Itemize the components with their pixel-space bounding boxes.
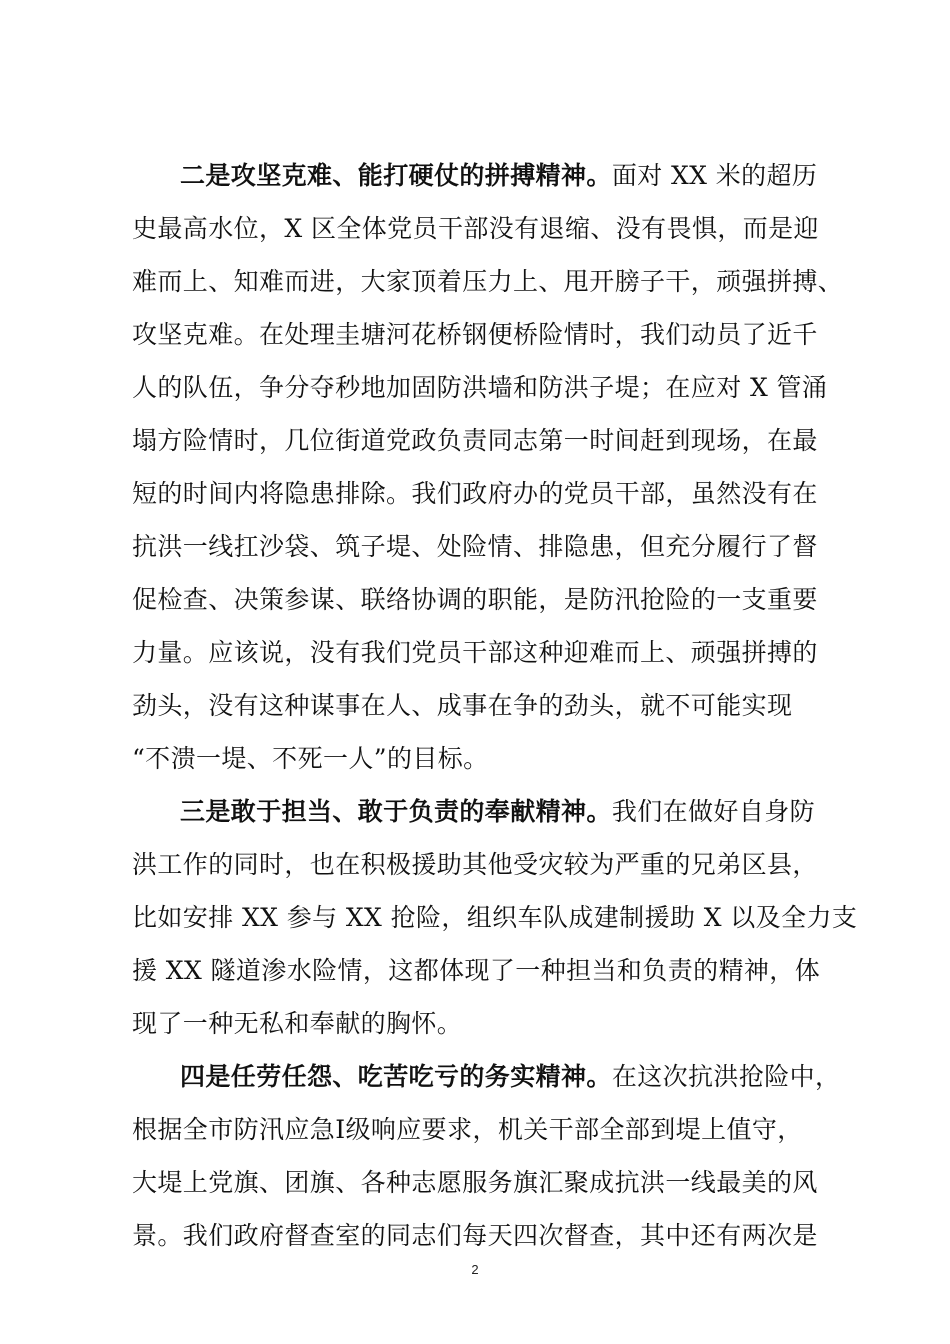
paragraph-1-line-4: 攻坚克难。在处理圭塘河花桥钢便桥险情时，我们动员了近千 (132, 320, 818, 349)
paragraph-3-text: 在这次抗洪抢险中， (611, 1062, 841, 1091)
paragraph-2-text: 我们在做好自身防 (611, 797, 816, 826)
paragraph-1-lead: 二是攻坚克难、能打硬仗的拼搏精神。 (180, 161, 612, 190)
paragraph-1-line-3: 难而上、知难而进，大家顶着压力上、甩开膀子干，顽强拼搏、 (132, 267, 844, 296)
paragraph-1-line-2: 史最高水位，X 区全体党员干部没有退缩、没有畏惧，而是迎 (132, 214, 819, 243)
paragraph-2-line-4: 援 XX 隧道渗水险情，这都体现了一种担当和负责的精神，体 (132, 956, 821, 985)
paragraph-2-line-3: 比如安排 XX 参与 XX 抢险，组织车队成建制援助 X 以及全力支 (132, 903, 858, 932)
paragraph-2-line-2: 洪工作的同时，也在积极援助其他受灾较为严重的兄弟区县， (132, 850, 818, 879)
page-number: 2 (471, 1262, 479, 1277)
paragraph-2-line-1 (180, 794, 832, 830)
paragraph-3-line-4: 景。我们政府督查室的同志们每天四次督查，其中还有两次是 (132, 1221, 818, 1250)
paragraph-1-line-11: 劲头，没有这种谋事在人、成事在争的劲头，就不可能实现 (132, 691, 793, 720)
paragraph-1-line-5: 人的队伍，争分夺秒地加固防洪墙和防洪子堤；在应对 X 管涌 (132, 373, 828, 402)
paragraph-1-line-6: 塌方险情时，几位街道党政负责同志第一时间赶到现场，在最 (132, 426, 818, 455)
paragraph-1-text: 面对 XX 米的超历 (611, 161, 818, 190)
paragraph-1-line-1 (180, 158, 832, 194)
paragraph-3-line-3: 大堤上党旗、团旗、各种志愿服务旗汇聚成抗洪一线最美的风 (132, 1168, 818, 1197)
paragraph-1-line-12: “不溃一堤、不死一人”的目标。 (132, 744, 489, 773)
paragraph-2-lead: 三是敢于担当、敢于负责的奉献精神。 (180, 797, 612, 826)
paragraph-2-line-5: 现了一种无私和奉献的胸怀。 (132, 1009, 463, 1038)
paragraph-3-line-1 (180, 1059, 841, 1095)
paragraph-3-lead: 四是任劳任怨、吃苦吃亏的务实精神。 (180, 1062, 612, 1091)
paragraph-3-line-2: 根据全市防汛应急Ⅰ级响应要求，机关干部全部到堤上值守， (132, 1115, 803, 1144)
paragraph-1-line-10: 力量。应该说，没有我们党员干部这种迎难而上、顽强拼搏的 (132, 638, 818, 667)
paragraph-1-line-9: 促检查、决策参谋、联络协调的职能，是防汛抢险的一支重要 (132, 585, 818, 614)
paragraph-1-line-7: 短的时间内将隐患排除。我们政府办的党员干部，虽然没有在 (132, 479, 818, 508)
paragraph-1-line-8: 抗洪一线扛沙袋、筑子堤、处险情、排隐患，但充分履行了督 (132, 532, 818, 561)
